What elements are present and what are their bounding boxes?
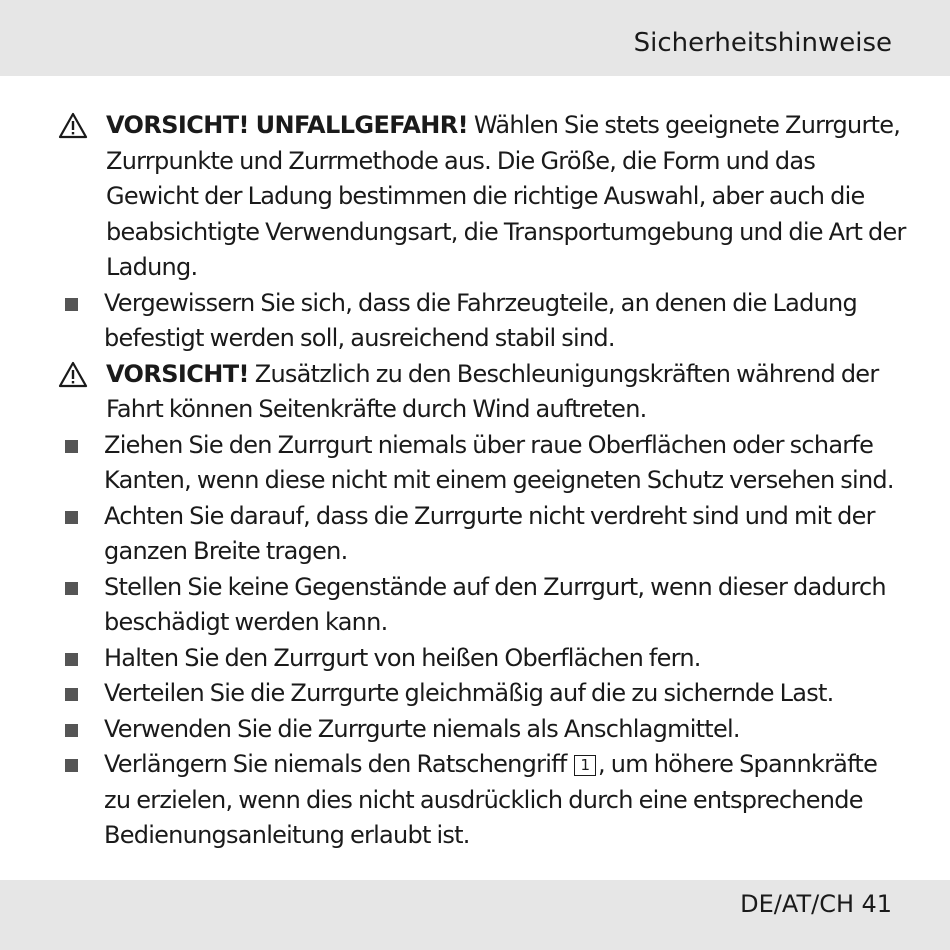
warning-text: Zusätzlich zu den Beschleunigungskräften während der Fahrt können Seitenkräfte durch Wind auftreten.	[106, 359, 879, 423]
list-item	[58, 286, 908, 357]
list-item-text: Vergewissern Sie sich, dass die Fahrzeugteile, an denen die Ladung befestigt werden soll, ausreichend stabil sind.	[104, 288, 857, 352]
square-bullet-icon	[65, 440, 78, 453]
list-item-text: Verlängern Sie niemals den Ratschengriff	[104, 750, 573, 778]
list-item-text: Verteilen Sie die Zurrgurte gleichmäßig auf die zu sichernde Last.	[104, 679, 834, 707]
warning-triangle-icon	[58, 361, 88, 388]
warning-label: VORSICHT!	[106, 359, 249, 388]
list-item-text: Ziehen Sie den Zurrgurt niemals über raue Oberflächen oder scharfe Kanten, wenn diese nicht mit einem geeigneten Schutz versehen sind.	[104, 430, 894, 494]
square-bullet-icon	[65, 759, 78, 772]
page-header	[0, 0, 950, 76]
square-bullet-icon	[65, 511, 78, 524]
list-item	[58, 570, 908, 641]
list-item-text: , um höhere Spannkräfte zu erzielen, wenn dies nicht ausdrücklich durch eine entsprechende Bedienungsanleitung erlaubt ist.	[104, 750, 878, 849]
section-title: Sicherheitshinweise	[633, 28, 892, 58]
square-bullet-icon	[65, 688, 78, 701]
warning-label: VORSICHT! UNFALLGEFAHR!	[106, 111, 469, 139]
list-item-text: Halten Sie den Zurrgurt von heißen Oberflächen fern.	[104, 643, 701, 672]
list-item	[58, 747, 908, 854]
list-item-text: Verwenden Sie die Zurrgurte niemals als Anschlagmittel.	[104, 714, 740, 743]
square-bullet-icon	[65, 298, 78, 311]
region-codes: DE/AT/CH	[740, 890, 854, 918]
warning-text: Wählen Sie stets geeignete Zurrgurte, Zurrpunkte und Zurrmethode aus. Die Größe, die Form und das Gewicht der Ladung bestimmen die richtige Auswahl, aber auch die beabsichtigte Verwendungsart, die Transportumgebung und die Art der Ladung.	[106, 111, 906, 281]
list-item	[58, 676, 908, 712]
square-bullet-icon	[65, 724, 78, 737]
warning-triangle-icon	[58, 112, 88, 139]
list-item	[58, 641, 908, 677]
list-item-text: Stellen Sie keine Gegenstände auf den Zurrgurt, wenn dieser dadurch beschädigt werden kann.	[104, 572, 886, 636]
page-number: 41	[861, 890, 892, 918]
warning-side-forces	[58, 357, 908, 428]
list-item	[58, 712, 908, 748]
part-reference-number: 1	[574, 755, 596, 776]
list-item	[58, 499, 908, 570]
safety-instructions	[58, 108, 908, 854]
warning-accident-hazard	[58, 108, 908, 286]
list-item	[58, 428, 908, 499]
page-footer	[0, 880, 950, 950]
square-bullet-icon	[65, 582, 78, 595]
square-bullet-icon	[65, 653, 78, 666]
list-item-text: Achten Sie darauf, dass die Zurrgurte nicht verdreht sind und mit der ganzen Breite tragen.	[104, 501, 875, 565]
